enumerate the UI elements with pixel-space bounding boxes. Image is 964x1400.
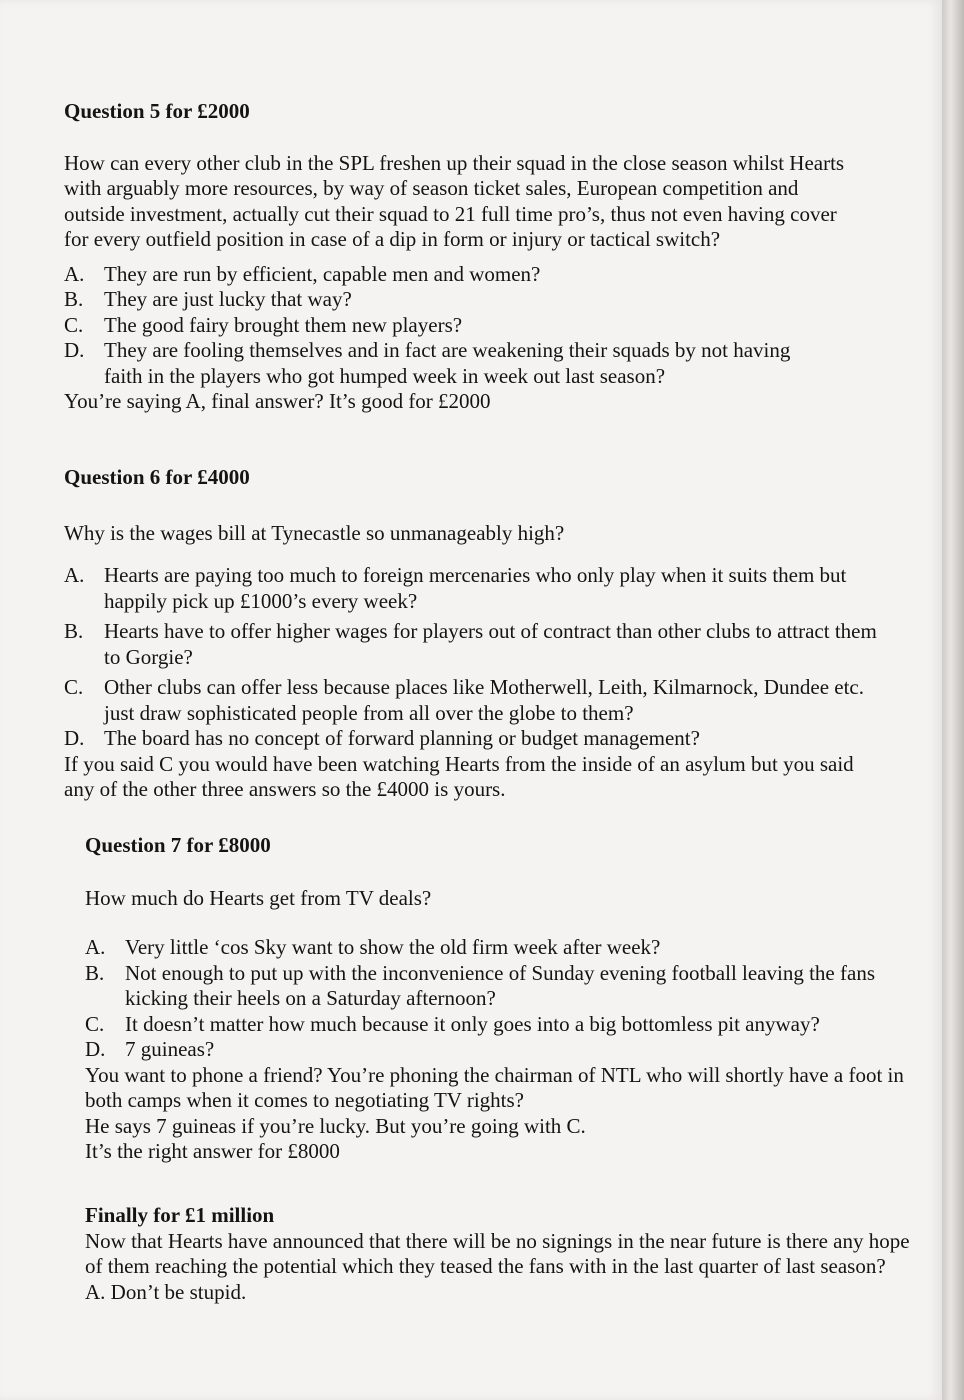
option-letter: A.: [85, 935, 106, 959]
question-7-text: How much do Hearts get from TV deals?: [85, 885, 432, 910]
option-letter: C.: [64, 312, 84, 337]
question-5-answer: You’re saying A, final answer? It’s good for £2000: [64, 389, 491, 413]
option-letter: B.: [64, 619, 84, 643]
question-7-answer-line-1: You want to phone a friend? You’re phoning the chairman of NTL who will shortly have a foot in both camps when it comes to negotiating TV rights?: [85, 1062, 904, 1112]
option-text: They are fooling themselves and in fact are weakening their squads by not having faith in the players who got humped week in week out last season?: [104, 338, 791, 388]
final-question-heading: Finally for £1 million: [85, 1203, 275, 1227]
question-7-option-a: [85, 935, 915, 961]
question-7-option-d: [85, 1037, 915, 1063]
option-text: Hearts have to offer higher wages for players out of contract than other clubs to attract them to Gorgie?: [104, 619, 877, 669]
option-text: Hearts are paying too much to foreign mercenaries who only play when it suits them but happily pick up £1000’s every week?: [104, 563, 847, 613]
question-6-option-c: [64, 675, 884, 726]
question-6-text: Why is the wages bill at Tynecastle so unmanageably high?: [64, 520, 565, 545]
question-6-answer: If you said C you would have been watching Hearts from the inside of an asylum but you said any of the other three answers so the £4000 is yours.: [64, 751, 854, 801]
question-6-option-d: [64, 726, 884, 752]
question-6-option-a: [64, 563, 884, 614]
question-6-heading: Question 6 for £4000: [64, 465, 250, 489]
option-letter: A.: [64, 563, 85, 587]
option-letter: A.: [64, 261, 85, 286]
question-6-section: [64, 465, 884, 803]
option-text: Not enough to put up with the inconvenience of Sunday evening football leaving the fans kicking their heels on a Saturday afternoon?: [125, 960, 875, 1010]
option-letter: D.: [85, 1037, 106, 1061]
option-text: The good fairy brought them new players?: [104, 312, 463, 337]
option-letter: C.: [85, 1011, 105, 1036]
option-text: They are run by efficient, capable men and women?: [104, 261, 541, 286]
question-5-heading: Question 5 for £2000: [64, 99, 250, 123]
question-5-section: [64, 99, 864, 415]
option-text: They are just lucky that way?: [104, 287, 352, 311]
option-letter: C.: [64, 675, 84, 699]
question-5-option-b: [64, 287, 864, 313]
question-5-text: How can every other club in the SPL freshen up their squad in the close season whilst Hearts with arguably more resources, by way of season ticket sales, European competition and outside investment, actually cut their squad to 21 full time pro’s, thus not even having cover for every outfield position in case of a dip in form or injury or tactical switch?: [64, 150, 845, 251]
question-5-option-d: [64, 338, 864, 389]
question-5-option-a: [64, 262, 864, 288]
final-question-option: A. Don’t be stupid.: [85, 1279, 247, 1304]
option-text: Other clubs can offer less because places like Motherwell, Leith, Kilmarnock, Dundee etc. just draw sophisticated people from all over the globe to them?: [104, 675, 864, 725]
page-edge: [942, 0, 964, 1400]
option-text: The board has no concept of forward planning or budget management?: [104, 726, 700, 750]
option-letter: D.: [64, 338, 85, 362]
option-letter: B.: [64, 287, 84, 311]
option-text: It doesn’t matter how much because it only goes into a big bottomless pit anyway?: [125, 1011, 820, 1036]
question-7-answer-line-3: It’s the right answer for £8000: [85, 1139, 340, 1163]
question-6-options: [64, 563, 884, 752]
question-7-heading: Question 7 for £8000: [85, 833, 271, 857]
option-letter: B.: [85, 960, 105, 985]
question-5-option-c: [64, 313, 864, 339]
question-7-answer-line-2: He says 7 guineas if you’re lucky. But you’re going with C.: [85, 1113, 586, 1138]
question-7-section: [85, 833, 915, 1165]
option-letter: D.: [64, 726, 85, 750]
question-7-option-b: [85, 961, 915, 1012]
final-question-section: [85, 1203, 925, 1305]
final-question-text: Now that Hearts have announced that there will be no signings in the near future is there any hope of them reaching the potential which they teased the fans with in the last quarter of last season?: [85, 1228, 910, 1278]
question-5-options: [64, 262, 864, 390]
question-7-options: [85, 935, 915, 1063]
option-text: 7 guineas?: [125, 1037, 215, 1061]
option-text: Very little ‘cos Sky want to show the old firm week after week?: [125, 935, 661, 959]
question-6-option-b: [64, 619, 884, 670]
question-7-option-c: [85, 1012, 915, 1038]
